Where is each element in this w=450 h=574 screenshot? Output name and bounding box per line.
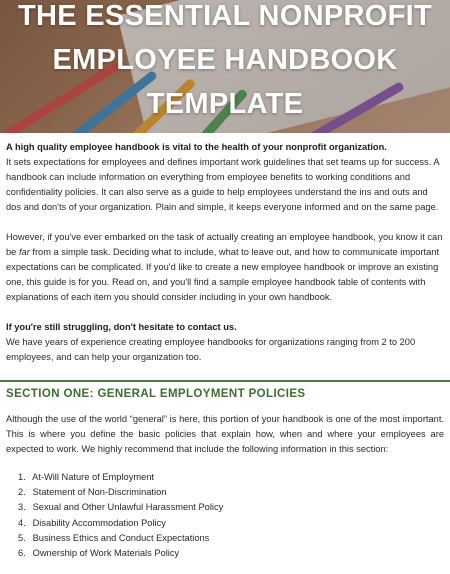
list-item [18, 546, 444, 561]
intro-paragraph [6, 140, 444, 215]
list-item-text: Business Ethics and Conduct Expectations [32, 532, 210, 543]
list-item-number: 6. [18, 548, 26, 559]
list-item-text: Ownership of Work Materials Policy [32, 548, 180, 559]
title-line-1: THE ESSENTIAL NONPROFIT [17, 0, 432, 32]
list-item [18, 470, 444, 485]
list-item [18, 531, 444, 546]
document-body [6, 140, 444, 561]
list-item [18, 516, 444, 531]
section-one-paragraph: Although the use of the world “general” is here, this portion of your handbook is one of the most important. This is where you define the basic policies that explain how, when and where your employees are expected to work. We highly recommend that include the following information in this section: [6, 414, 444, 454]
policy-list [18, 470, 444, 561]
list-item-number: 4. [18, 517, 26, 528]
section-divider [0, 380, 450, 382]
list-item-number: 3. [18, 502, 26, 513]
intro-body: It sets expectations for employees and defines important work guidelines that set teams up for success. A handbook can include information on everything from employee benefits to working conditions and confidentiality policies. It can also serve as a guide to help employees understand the ins and outs and dos and don'ts of your organization. Plain and simple, it keeps everyone informed and on the same page. [6, 157, 440, 212]
hero-banner [0, 0, 450, 133]
challenge-emphasis: far [18, 247, 30, 257]
title-line-2: EMPLOYEE HANDBOOK [52, 44, 398, 76]
contact-lead: If you're still struggling, don't hesitate to contact us. [6, 322, 237, 332]
list-item-text: Sexual and Other Unlawful Harassment Policy [32, 502, 224, 513]
list-item-number: 2. [18, 487, 26, 498]
page-title [0, 0, 450, 126]
list-item [18, 500, 444, 515]
challenge-text-end: from a simple task. Deciding what to include, what to leave out, and how to communicate important expectations can be complicated. If you'd like to create a new employee handbook or improve an existing one, this guide is for you. Read on, and you'll find a sample employee handbook table of contents with explanations of each item you should consider including in your own handbook. [6, 247, 440, 302]
intro-lead: A high quality employee handbook is vital to the health of your nonprofit organization. [6, 142, 387, 152]
list-item-number: 5. [18, 532, 26, 543]
challenge-paragraph [6, 230, 444, 305]
contact-paragraph [6, 320, 444, 365]
list-item-text: Statement of Non-Discrimination [32, 487, 167, 498]
challenge-text-start: However, if you've ever embarked on the task of actually creating an employee handbook, you know it can be [6, 232, 443, 257]
section-one-heading: SECTION ONE: GENERAL EMPLOYMENT POLICIES [6, 388, 306, 400]
title-line-3: TEMPLATE [146, 88, 304, 120]
contact-body: We have years of experience creating employee handbooks for organizations ranging from 2 to 200 employees, and can help your organization too. [6, 337, 416, 362]
list-item-text: Disability Accommodation Policy [32, 517, 166, 528]
list-item-text: At-Will Nature of Employment [32, 472, 155, 482]
list-item [18, 485, 444, 500]
list-item-number: 1. [18, 472, 26, 482]
